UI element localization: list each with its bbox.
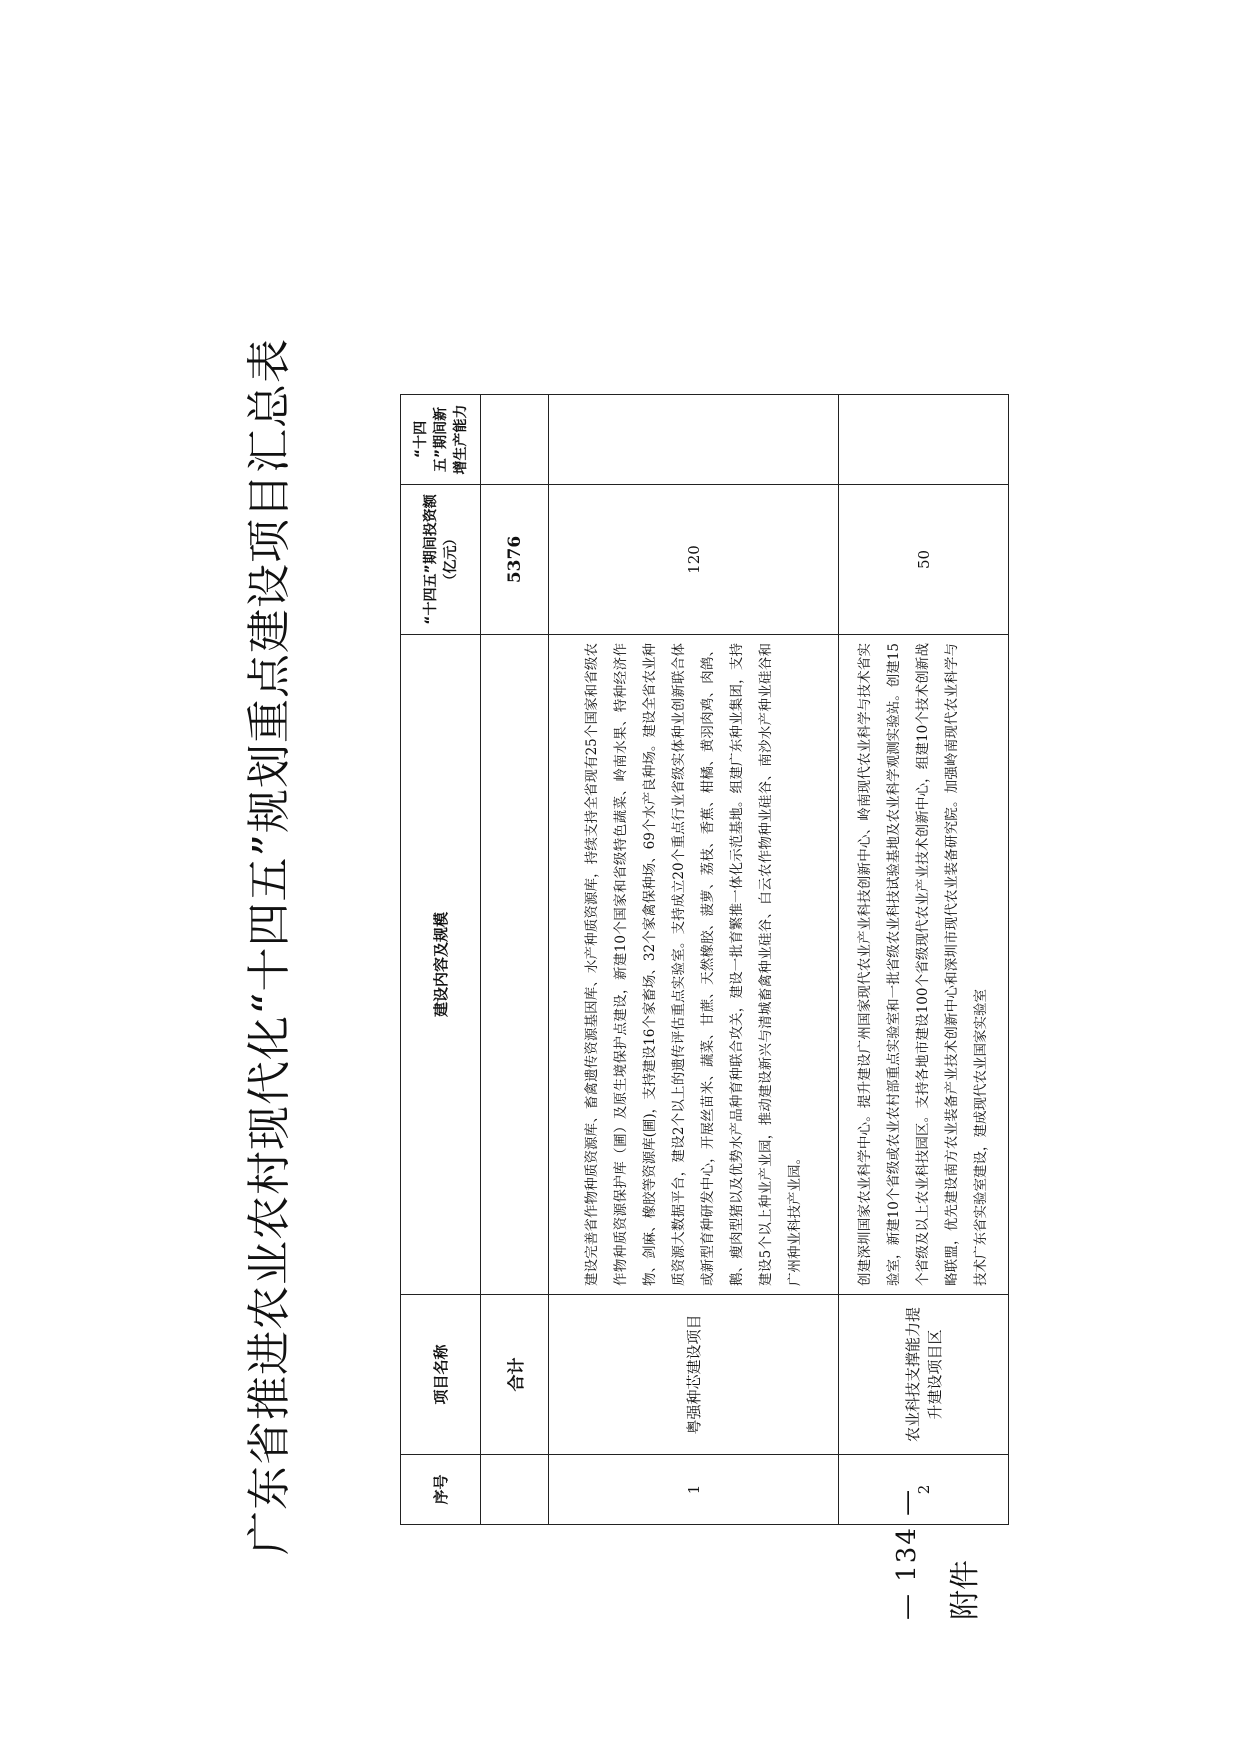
row-project-name: 农业科技支撑能力提升建设项目区 bbox=[839, 1295, 1009, 1455]
total-seq-cell bbox=[481, 1455, 549, 1525]
table-header-row bbox=[401, 395, 481, 1525]
total-label: 合计 bbox=[481, 1295, 549, 1455]
row-content: 建设完善省作物种质资源库、畜禽遗传资源基因库、水产种质资源库，持续支持全省现有25个国家和省级农作物种质资源保护库（圃）及原生境保护点建设，新建10个国家和省级特色蔬菜、岭南水果、特种经济作物、剑麻、橡胶等资源库(圃)，支持建设16个家畜场、32个家禽保种场、69个水产良种场。建设全省农业种质资源大数据平台，建设2个以上的遗传评估重点实验室。支持成立20个重点行业省级实体种业创新联合体或新型育种研发中心，开展丝苗米、蔬菜、甘蔗、天然橡胶、菠萝、荔枝、香蕉、柑橘、黄羽肉鸡、肉鸽、鹅、瘦肉型猪以及优势水产品种育种联合攻关，建设一批育繁推一体化示范基地。组建广东种业集团，支持建设5个以上种业产业园，推动建设新兴与清城畜禽种业硅谷、白云农作物种业硅谷、南沙水产种业硅谷和广州种业科技产业园。 bbox=[549, 635, 839, 1295]
total-investment: 5376 bbox=[481, 485, 549, 635]
header-seq: 序号 bbox=[401, 1455, 481, 1525]
row-seq: 2 bbox=[839, 1455, 1009, 1525]
row-content: 创建深圳国家农业科学中心。提升建设广州国家现代农业产业科技创新中心、岭南现代农业科学与技术省实验室，新建10个省级或农业农村部重点实验室和一批省级农业科技试验基地及农业科学观测实验站。创建15个省级及以上农业科技园区。支持各地市建设100个省级现代农业产业技术创新中心，组建10个技术创新战略联盟，优先建设南方农业装备产业技术创新中心和深圳市现代农业装备研究院。加强岭南现代农业科学与技术广东省实验室建设，建成现代农业国家实验室 bbox=[839, 635, 1009, 1295]
row-seq: 1 bbox=[549, 1455, 839, 1525]
table-row bbox=[549, 395, 839, 1525]
table-total-row bbox=[481, 395, 549, 1525]
total-capacity bbox=[481, 395, 549, 485]
row-project-name: 粤强种芯建设项目 bbox=[549, 1295, 839, 1455]
row-capacity bbox=[839, 395, 1009, 485]
header-investment: “十四五”期间投资额（亿元） bbox=[401, 485, 481, 635]
rotated-page bbox=[240, 338, 1000, 1630]
document-title: 广东省推进农业农村现代化“十四五”规划重点建设项目汇总表 bbox=[244, 338, 295, 1555]
attachment-label: 附件 bbox=[948, 1560, 983, 1620]
header-capacity: “十四五”期间新增生产能力 bbox=[401, 395, 481, 485]
page-number: — 134 — bbox=[892, 1487, 922, 1620]
row-investment: 50 bbox=[839, 485, 1009, 635]
table-row bbox=[839, 395, 1009, 1525]
row-capacity bbox=[549, 395, 839, 485]
project-summary-table bbox=[400, 394, 1009, 1525]
row-investment: 120 bbox=[549, 485, 839, 635]
header-name: 项目名称 bbox=[401, 1295, 481, 1455]
total-content-cell bbox=[481, 635, 549, 1295]
header-content: 建设内容及规模 bbox=[401, 635, 481, 1295]
